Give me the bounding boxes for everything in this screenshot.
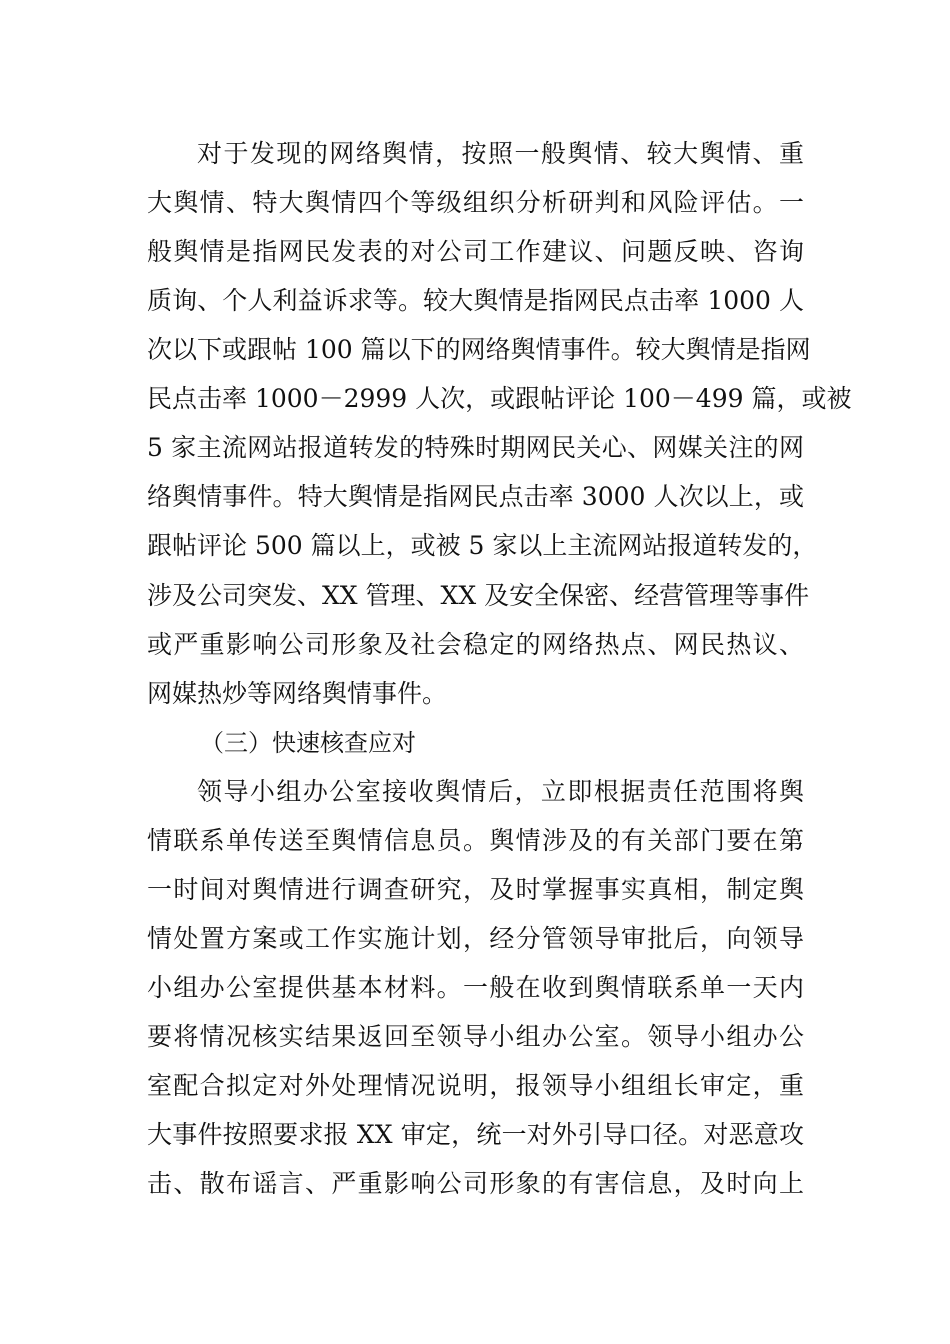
paragraph-1-line-1: 对于发现的网络舆情，按照一般舆情、较大舆情、重 <box>197 139 804 168</box>
paragraph-1-line-9: 跟帖评论 500 篇以上，或被 5 家以上主流网站报道转发的， <box>147 531 818 560</box>
paragraph-2-line-8: 大事件按照要求报 XX 审定，统一对外引导口径。对恶意攻 <box>147 1120 804 1149</box>
paragraph-2-line-7: 室配合拟定对外处理情况说明，报领导小组组长审定，重 <box>147 1071 804 1100</box>
paragraph-2-line-1: 领导小组办公室接收舆情后，立即根据责任范围将舆 <box>197 777 804 806</box>
paragraph-1-line-3: 般舆情是指网民发表的对公司工作建议、问题反映、咨询 <box>147 237 804 266</box>
paragraph-1-line-10: 涉及公司突发、XX 管理、XX 及安全保密、经营管理等事件 <box>147 581 810 610</box>
paragraph-1-line-7: 5 家主流网站报道转发的特殊时期网民关心、网媒关注的网 <box>147 433 804 462</box>
paragraph-1-line-2: 大舆情、特大舆情四个等级组织分析研判和风险评估。一 <box>147 188 804 217</box>
section-heading: （三）快速核查应对 <box>200 729 416 757</box>
paragraph-1-line-12: 网媒热炒等网络舆情事件。 <box>147 679 448 708</box>
paragraph-2-line-6: 要将情况核实结果返回至领导小组办公室。领导小组办公 <box>147 1022 804 1051</box>
paragraph-1-line-11: 或严重影响公司形象及社会稳定的网络热点、网民热议、 <box>147 630 804 659</box>
paragraph-1-line-5: 次以下或跟帖 100 篇以下的网络舆情事件。较大舆情是指网 <box>147 335 811 364</box>
paragraph-1-line-8: 络舆情事件。特大舆情是指网民点击率 3000 人次以上，或 <box>147 482 804 511</box>
paragraph-1-line-6: 民点击率 1000－2999 人次，或跟帖评论 100－499 篇，或被 <box>147 384 852 413</box>
paragraph-2-line-3: 一时间对舆情进行调查研究，及时掌握事实真相，制定舆 <box>147 875 804 904</box>
paragraph-2-line-4: 情处置方案或工作实施计划，经分管领导审批后，向领导 <box>147 924 804 953</box>
paragraph-2-line-2: 情联系单传送至舆情信息员。舆情涉及的有关部门要在第 <box>147 826 804 855</box>
paragraph-1-line-4: 质询、个人利益诉求等。较大舆情是指网民点击率 1000 人 <box>147 286 804 315</box>
paragraph-2-line-9: 击、散布谣言、严重影响公司形象的有害信息，及时向上 <box>147 1169 804 1198</box>
paragraph-2-line-5: 小组办公室提供基本材料。一般在收到舆情联系单一天内 <box>147 973 804 1002</box>
